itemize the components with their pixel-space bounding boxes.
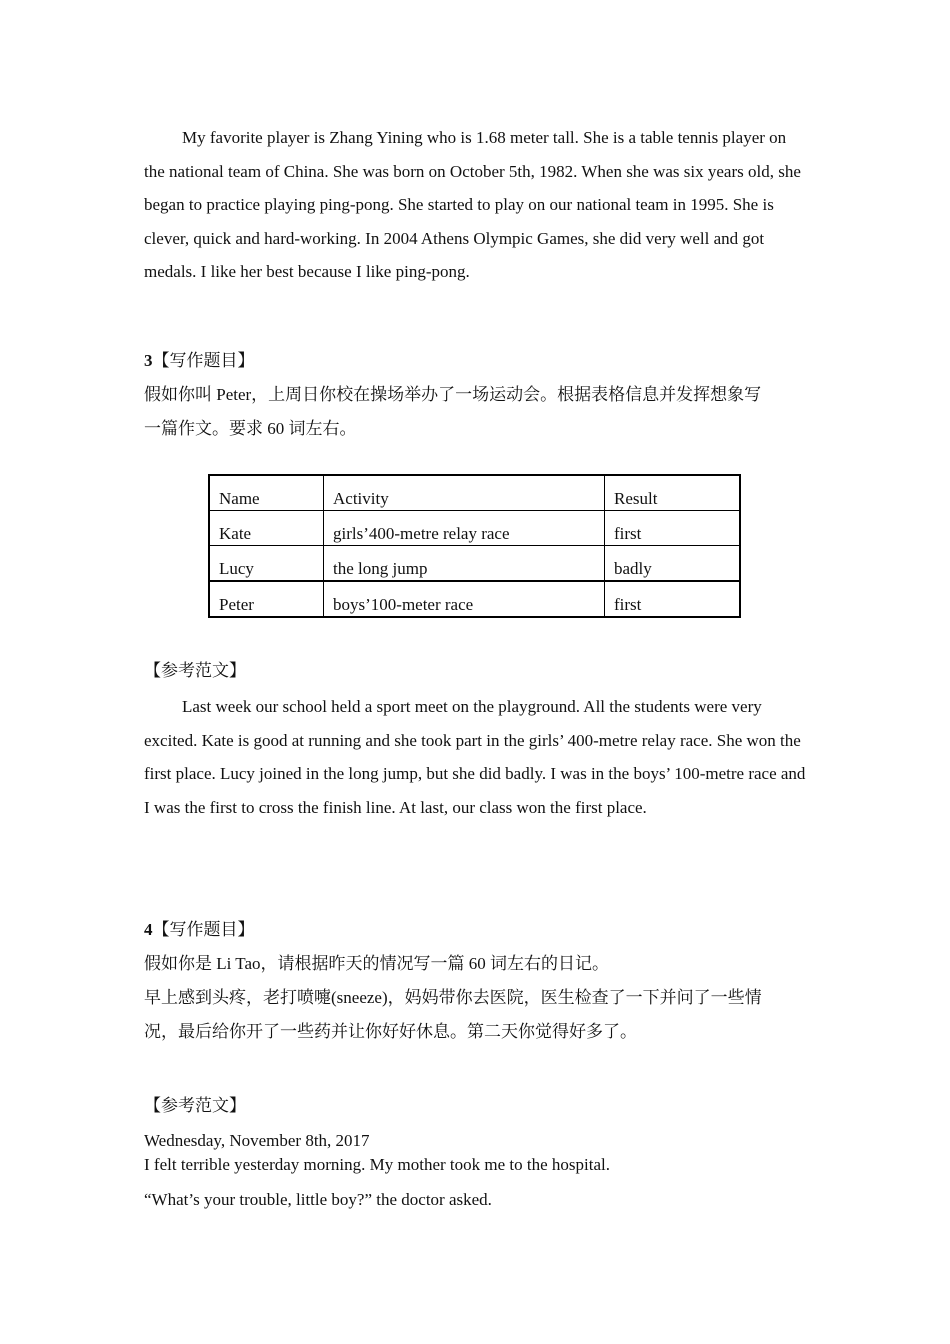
section3-number: 3 bbox=[144, 351, 153, 370]
section4-prompt-line2: 早上感到头疼，老打喷嚏(sneeze)，妈妈带你去医院，医生检查了一下并问了一些情 bbox=[144, 988, 762, 1007]
intro-essay-block bbox=[144, 121, 810, 289]
diary-line1: I felt terrible yesterday morning. My mother took me to the hospital. bbox=[144, 1155, 610, 1174]
table-row bbox=[209, 581, 740, 617]
table-row bbox=[209, 546, 740, 582]
section4-prompt bbox=[144, 947, 824, 1049]
cell-name: Lucy bbox=[209, 546, 324, 582]
sample-heading: 【参考范文】 bbox=[144, 661, 246, 680]
section4-number: 4 bbox=[144, 920, 153, 939]
header-name: Name bbox=[209, 475, 324, 511]
sample-heading: 【参考范文】 bbox=[144, 1096, 246, 1115]
section4-prompt-line3: 况，最后给你开了一些药并让你好好休息。第二天你觉得好多了。 bbox=[144, 1022, 637, 1041]
cell-result: first bbox=[605, 581, 741, 617]
table-header-row bbox=[209, 475, 740, 511]
section3-prompt-line1: 假如你叫 Peter，上周日你校在操场举办了一场运动会。根据表格信息并发挥想象写 bbox=[144, 385, 762, 404]
section4-title: 【写作题目】 bbox=[152, 920, 255, 939]
section3-sample-block bbox=[144, 690, 810, 824]
header-result: Result bbox=[605, 475, 741, 511]
table-row bbox=[209, 511, 740, 546]
section4-heading bbox=[144, 920, 810, 940]
header-activity: Activity bbox=[324, 475, 605, 511]
cell-name: Peter bbox=[209, 581, 324, 617]
intro-essay: My favorite player is Zhang Yining who is 1.68 meter tall. She is a table tennis player on the national team of China. She was born on October 5th, 1982. When she was six years old, she began to practice playing ping-pong. She started to play on our national team in 1995. She is clever, quick and hard-working. In 2004 Athens Olympic Games, she did very well and got medals. I like her best because I like ping-pong. bbox=[144, 128, 801, 281]
section3-sample-text: Last week our school held a sport meet on the playground. All the students were very excited. Kate is good at running and she took part in the girls’ 400-metre relay race. She won the first place. Lucy joined in the long jump, but she did badly. I was in the boys’ 100-metre race and I was the first to cross the finish line. At last, our class won the first place. bbox=[144, 697, 806, 817]
section3-title: 【写作题目】 bbox=[152, 351, 255, 370]
cell-result: badly bbox=[605, 546, 741, 582]
results-table bbox=[208, 474, 741, 618]
section4-sample-heading bbox=[144, 1096, 810, 1116]
section4-diary bbox=[144, 1129, 810, 1212]
section3-heading bbox=[144, 351, 810, 371]
section3-prompt-line2: 一篇作文。要求 60 词左右。 bbox=[144, 419, 357, 438]
cell-name: Kate bbox=[209, 511, 324, 546]
diary-date: Wednesday, November 8th, 2017 bbox=[144, 1131, 370, 1150]
section4-prompt-line1: 假如你是 Li Tao，请根据昨天的情况写一篇 60 词左右的日记。 bbox=[144, 954, 610, 973]
cell-activity: girls’400-metre relay race bbox=[324, 511, 605, 546]
section3-sample-heading bbox=[144, 661, 810, 681]
cell-result: first bbox=[605, 511, 741, 546]
section3-prompt bbox=[144, 378, 824, 446]
cell-activity: boys’100-meter race bbox=[324, 581, 605, 617]
diary-line2: “What’s your trouble, little boy?” the doctor asked. bbox=[144, 1190, 492, 1209]
cell-activity: the long jump bbox=[324, 546, 605, 582]
